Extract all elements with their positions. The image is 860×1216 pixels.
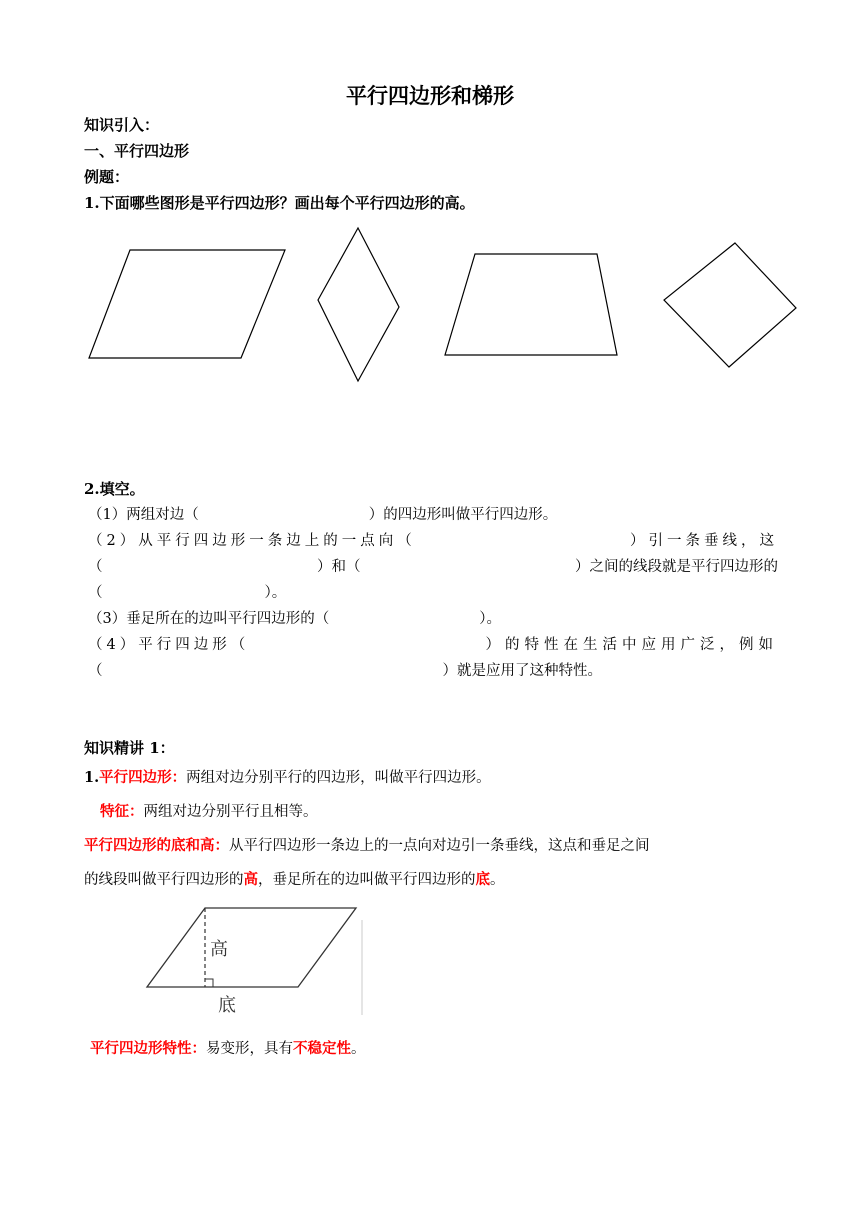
feature-line — [100, 800, 318, 821]
fill-4-blank-1[interactable] — [262, 633, 472, 654]
fill-item-3 — [88, 607, 501, 628]
section-parallelogram: 一、平行四边形 — [84, 142, 190, 160]
fill-item-2-line-3 — [88, 581, 286, 602]
diagram-base-label: 底 — [218, 995, 236, 1016]
fill-1-post: ）的四边形叫做平行四边形。 — [368, 507, 558, 523]
fill-3-post: ）。 — [479, 611, 501, 627]
fill-4-c: （ — [88, 663, 103, 679]
fill-2-c: （ — [88, 559, 103, 575]
fill-4-d: ）就是应用了这种特性。 — [442, 663, 602, 679]
feature-term: 特征： — [100, 803, 144, 820]
base-height-end: 。 — [490, 872, 505, 888]
right-angle-mark — [205, 979, 213, 987]
fill-2-e: ）之间的线段就是平行四边形的 — [575, 559, 778, 575]
fill-2-b: ）引一条垂线，这 — [629, 533, 778, 549]
fill-4-b: ）的特性在生活中应用广泛，例如 — [485, 637, 778, 653]
fill-2-blank-2[interactable] — [125, 555, 295, 576]
definition-text: 两组对边分别平行的四边形，叫做平行四边形。 — [186, 770, 491, 786]
feature-text: 两组对边分别平行且相等。 — [143, 804, 318, 820]
shape-rhombus — [318, 228, 399, 381]
fill-2-d: ）和（ — [317, 559, 361, 575]
property-keyword: 不稳定性 — [293, 1040, 351, 1057]
diagram-height-label: 高 — [210, 939, 228, 960]
base-height-text-1: 从平行四边形一条边上的一点向对边引一条垂线，这点和垂足之间 — [229, 838, 650, 854]
fill-2-blank-1[interactable] — [438, 529, 608, 550]
fill-item-4-line-1 — [88, 633, 778, 654]
fill-item-2-line-2 — [88, 555, 778, 576]
fill-2-blank-3[interactable] — [383, 555, 553, 576]
base-height-line-2 — [84, 868, 505, 889]
definition-line — [84, 766, 491, 787]
property-end: 。 — [351, 1041, 366, 1057]
base-keyword: 底 — [475, 871, 490, 888]
base-height-term: 平行四边形的底和高： — [84, 837, 229, 854]
shape-parallelogram — [89, 250, 285, 358]
base-height-line-1 — [84, 834, 650, 855]
definition-number: 1. — [84, 769, 100, 786]
fill-2-f: （ — [88, 585, 103, 601]
property-term: 平行四边形特性： — [90, 1040, 206, 1057]
fill-2-a: （2）从平行四边形一条边上的一点向（ — [88, 533, 416, 549]
fill-item-2-line-1 — [88, 529, 778, 550]
property-line — [90, 1037, 366, 1058]
property-text: 易变形，具有 — [206, 1041, 293, 1057]
fill-item-1 — [88, 503, 557, 524]
definition-term: 平行四边形： — [99, 769, 187, 786]
section-intro: 知识引入： — [84, 116, 160, 134]
fill-2-g: ）。 — [264, 585, 287, 601]
lecture-heading: 知识精讲 1： — [84, 739, 175, 757]
fill-3-pre: （3）垂足所在的边叫平行四边形的（ — [88, 611, 330, 627]
shape-trapezoid — [445, 254, 617, 355]
example-label: 例题： — [84, 168, 130, 186]
fill-item-4-line-2 — [88, 659, 602, 680]
diagram-parallelogram — [147, 908, 356, 987]
page-title: 平行四边形和梯形 — [346, 83, 514, 108]
question-1: 1.下面哪些图形是平行四边形？画出每个平行四边形的高。 — [84, 194, 475, 212]
shape-square — [664, 243, 796, 367]
base-height-text-2a: 的线段叫做平行四边形的 — [84, 872, 244, 888]
height-keyword: 高 — [243, 871, 258, 888]
base-height-text-2b: ，垂足所在的边叫做平行四边形的 — [258, 872, 476, 888]
question-2: 2.填空。 — [84, 480, 145, 498]
fill-4-a: （4）平行四边形（ — [88, 637, 250, 653]
fill-1-pre: （1）两组对边（ — [88, 507, 199, 523]
